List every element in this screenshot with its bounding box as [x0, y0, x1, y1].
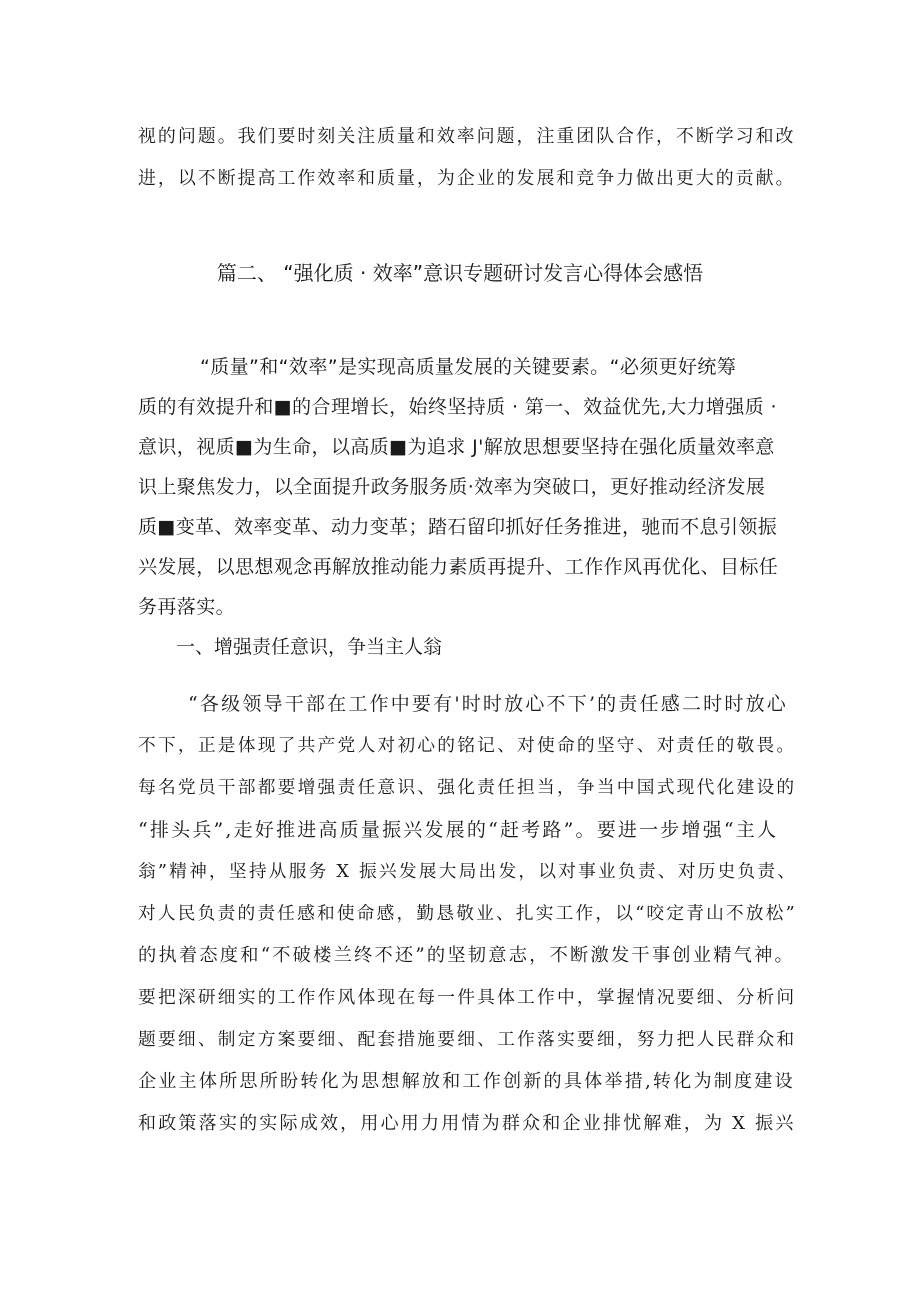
paragraph-line: 意识，视质■为生命，以高质■为追求 J'解放思想要坚持在强化质量效率意: [138, 436, 775, 458]
intro-line: 视的问题。我们要时刻关注质量和效率问题，注重团队合作，不断学习和改: [138, 126, 796, 147]
intro-line: 进，以不断提高工作效率和质量，为企业的发展和竞争力做出更大的贡献。: [138, 168, 796, 189]
paragraph-line: 质的有效提升和■的合理增长，始终坚持质 · 第一、效益优先,大力增强质 ·: [138, 396, 777, 418]
paragraph-line: 兴发展，以思想观念再解放推动能力素质再提升、工作作风再优化、目标任: [138, 556, 779, 578]
paragraph-line: 不下，正是体现了共产党人对初心的铭记、对使命的坚守、对责任的敬畏。: [138, 736, 797, 756]
paragraph-line: 务再落实。: [138, 596, 236, 618]
paragraph-line: 识上聚焦发力，以全面提升政务服务质·效率为突破口，更好推动经济发展: [138, 476, 766, 498]
section-title: 篇二、 “强化质 · 效率”意识专题研讨发言心得体会感悟: [216, 261, 704, 285]
paragraph-line: 的执着态度和“不破楼兰终不还”的坚韧意志，不断激发干事创业精气神。: [138, 945, 796, 966]
paragraph-line: 质■变革、效率变革、动力变革；踏石留印抓好任务推进，驰而不息引领振: [138, 516, 778, 538]
paragraph-line: 和政策落实的实际成效，用心用力用情为群众和企业排忧解难，为 X 振兴: [138, 1113, 796, 1134]
section-heading: 一、增强责任意识，争当主人翁: [176, 636, 443, 658]
paragraph-line: “各级领导干部在工作中要有'时时放心不下’的责任感二时时放心: [188, 693, 788, 715]
paragraph-line: “排头兵”,走好推进高质量振兴发展的“赶考路”。要进一步增强“主人: [138, 819, 779, 841]
paragraph-line: 翁”精神，坚持从服务 X 振兴发展大局出发，以对事业负责、对历史负责、: [138, 862, 798, 882]
paragraph-line: 要把深研细实的工作作风体现在每一件具体工作中，掌握情况要细、分析问: [138, 988, 797, 1008]
paragraph-line: 企业主体所思所盼转化为思想解放和工作创新的具体举措,转化为制度建设: [138, 1071, 795, 1092]
paragraph-line: 对人民负责的责任感和使命感，勤恳敬业、扎实工作，以“咬定青山不放松”: [138, 904, 797, 924]
paragraph-line: 题要细、制定方案要细、配套措施要细、工作落实要细，努力把人民群众和: [138, 1030, 797, 1050]
paragraph-line: 每名党员干部都要增强责任意识、强化责任担当，争当中国式现代化建设的: [138, 778, 797, 798]
paragraph-line: “质量”和“效率”是实现高质量发展的关键要素。“必须更好统筹: [200, 356, 737, 378]
